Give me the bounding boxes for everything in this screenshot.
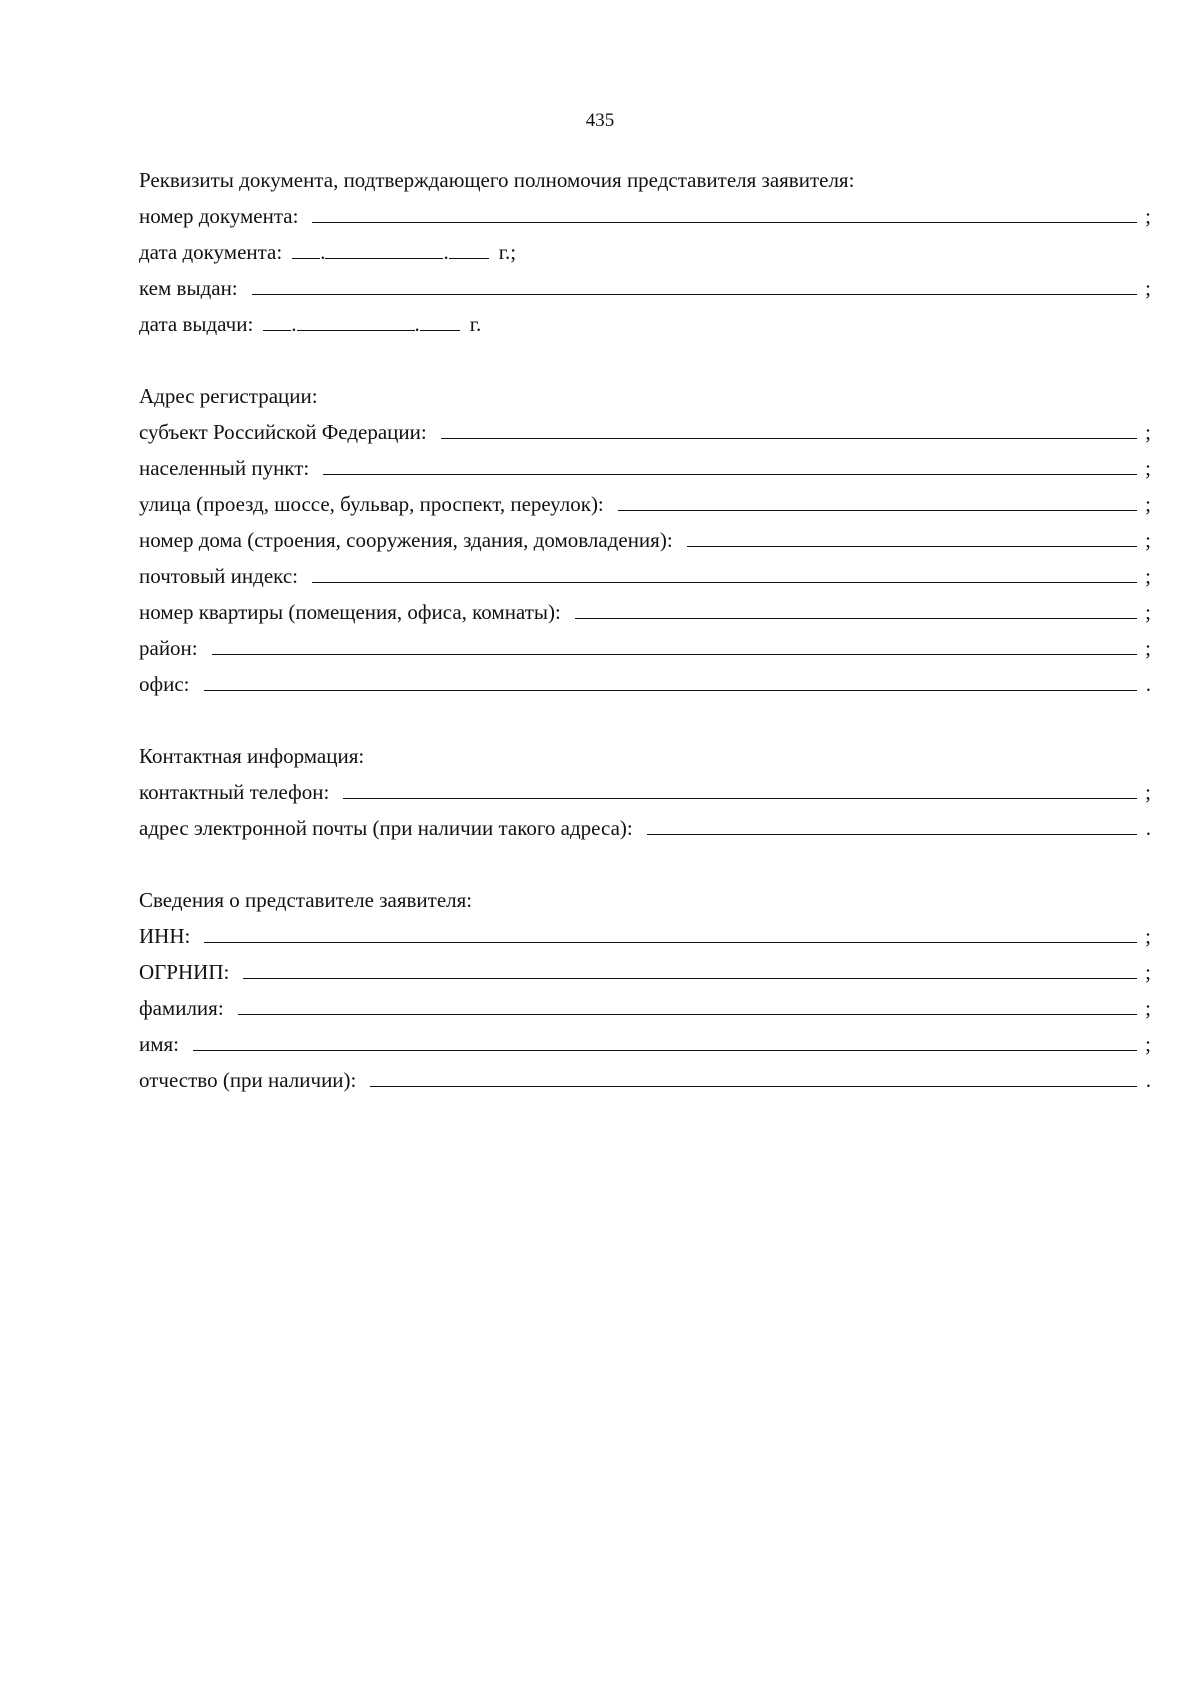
rep-field-label: ОГРНИП: [139,960,230,984]
address-field-end: ; [1145,528,1151,552]
contact-section-heading: Контактная информация: [139,744,365,768]
doc-section-heading: Реквизиты документа, подтверждающего полномочия представителя заявителя: [139,168,855,192]
contact-field-label: адрес электронной почты (при наличии такого адреса): [139,816,633,840]
address-field-label: номер квартиры (помещения, офиса, комнаты): [139,600,561,624]
rep-field-end: . [1145,1068,1151,1092]
rep-field-end: ; [1145,960,1151,984]
form-content [139,162,1151,1098]
address-field-row [139,522,1151,558]
doc-date-sep-1: . [320,240,326,264]
rep-field-end: ; [1145,996,1151,1020]
doc-date-label: дата документа: [139,240,283,264]
address-field-end: ; [1145,456,1151,480]
issue-date-row [139,306,1151,342]
apartment-field[interactable] [575,596,1137,619]
issue-date-field [253,306,481,342]
address-field-end: . [1145,672,1151,696]
issue-date-month-field[interactable] [297,308,415,331]
address-field-label: офис: [139,672,190,696]
doc-date-year-field[interactable] [449,236,489,259]
issue-date-label: дата выдачи: [139,312,254,336]
issued-by-row [139,270,1151,306]
house-number-field[interactable] [687,524,1137,547]
address-field-end: ; [1145,636,1151,660]
address-field-end: ; [1145,564,1151,588]
address-field-row [139,414,1151,450]
issued-by-field[interactable] [252,272,1137,295]
address-field-label: почтовый индекс: [139,564,298,588]
address-field-label: субъект Российской Федерации: [139,420,427,444]
doc-date-sep-2: . [443,240,449,264]
rep-section-heading: Сведения о представителе заявителя: [139,888,473,912]
doc-number-label: номер документа: [139,204,299,228]
issue-date-sep-2: . [414,312,420,336]
doc-date-month-field[interactable] [325,236,443,259]
rep-field-row [139,990,1151,1026]
page-number: 435 [585,110,615,131]
address-field-label: населенный пункт: [139,456,310,480]
contact-field-end: . [1145,816,1151,840]
address-field-row [139,594,1151,630]
address-section-heading: Адрес регистрации: [139,384,318,408]
rep-field-label: отчество (при наличии): [139,1068,357,1092]
doc-number-end: ; [1145,204,1151,228]
rep-field-row [139,954,1151,990]
issue-date-suffix: г. [469,312,482,336]
ogrnip-field[interactable] [243,956,1137,979]
issue-date-sep-1: . [291,312,297,336]
district-field[interactable] [212,632,1137,655]
inn-field[interactable] [204,920,1137,943]
contact-field-end: ; [1145,780,1151,804]
issued-by-label: кем выдан: [139,276,238,300]
locality-field[interactable] [323,452,1137,475]
address-field-label: улица (проезд, шоссе, бульвар, проспект, переулок): [139,492,604,516]
email-field[interactable] [647,812,1137,835]
rep-field-end: ; [1145,1032,1151,1056]
contact-field-row [139,774,1151,810]
address-field-row [139,450,1151,486]
section-spacer [139,342,1151,378]
address-field-row [139,630,1151,666]
address-field-end: ; [1145,420,1151,444]
office-field[interactable] [204,668,1137,691]
phone-field[interactable] [343,776,1137,799]
postal-code-field[interactable] [312,560,1137,583]
rep-field-label: имя: [139,1032,180,1056]
address-field-label: район: [139,636,198,660]
rep-field-row [139,1062,1151,1098]
rep-field-row [139,918,1151,954]
doc-number-row [139,198,1151,234]
section-spacer [139,702,1151,738]
address-field-end: ; [1145,492,1151,516]
address-field-row [139,486,1151,522]
doc-date-field [282,234,516,270]
issue-date-year-field[interactable] [420,308,460,331]
region-field[interactable] [441,416,1137,439]
street-field[interactable] [618,488,1137,511]
doc-date-suffix: г.; [498,240,517,264]
first-name-field[interactable] [193,1028,1137,1051]
contact-field-row [139,810,1151,846]
rep-field-label: ИНН: [139,924,191,948]
address-field-row [139,666,1151,702]
rep-field-label: фамилия: [139,996,224,1020]
last-name-field[interactable] [238,992,1137,1015]
doc-date-row [139,234,1151,270]
contact-field-label: контактный телефон: [139,780,330,804]
address-field-row [139,558,1151,594]
issued-by-end: ; [1145,276,1151,300]
doc-date-day-field[interactable] [292,236,320,259]
rep-field-end: ; [1145,924,1151,948]
doc-number-field[interactable] [312,200,1137,223]
rep-field-row [139,1026,1151,1062]
issue-date-day-field[interactable] [263,308,291,331]
address-field-label: номер дома (строения, сооружения, здания, домовладения): [139,528,673,552]
section-spacer [139,846,1151,882]
address-field-end: ; [1145,600,1151,624]
patronymic-field[interactable] [370,1064,1137,1087]
